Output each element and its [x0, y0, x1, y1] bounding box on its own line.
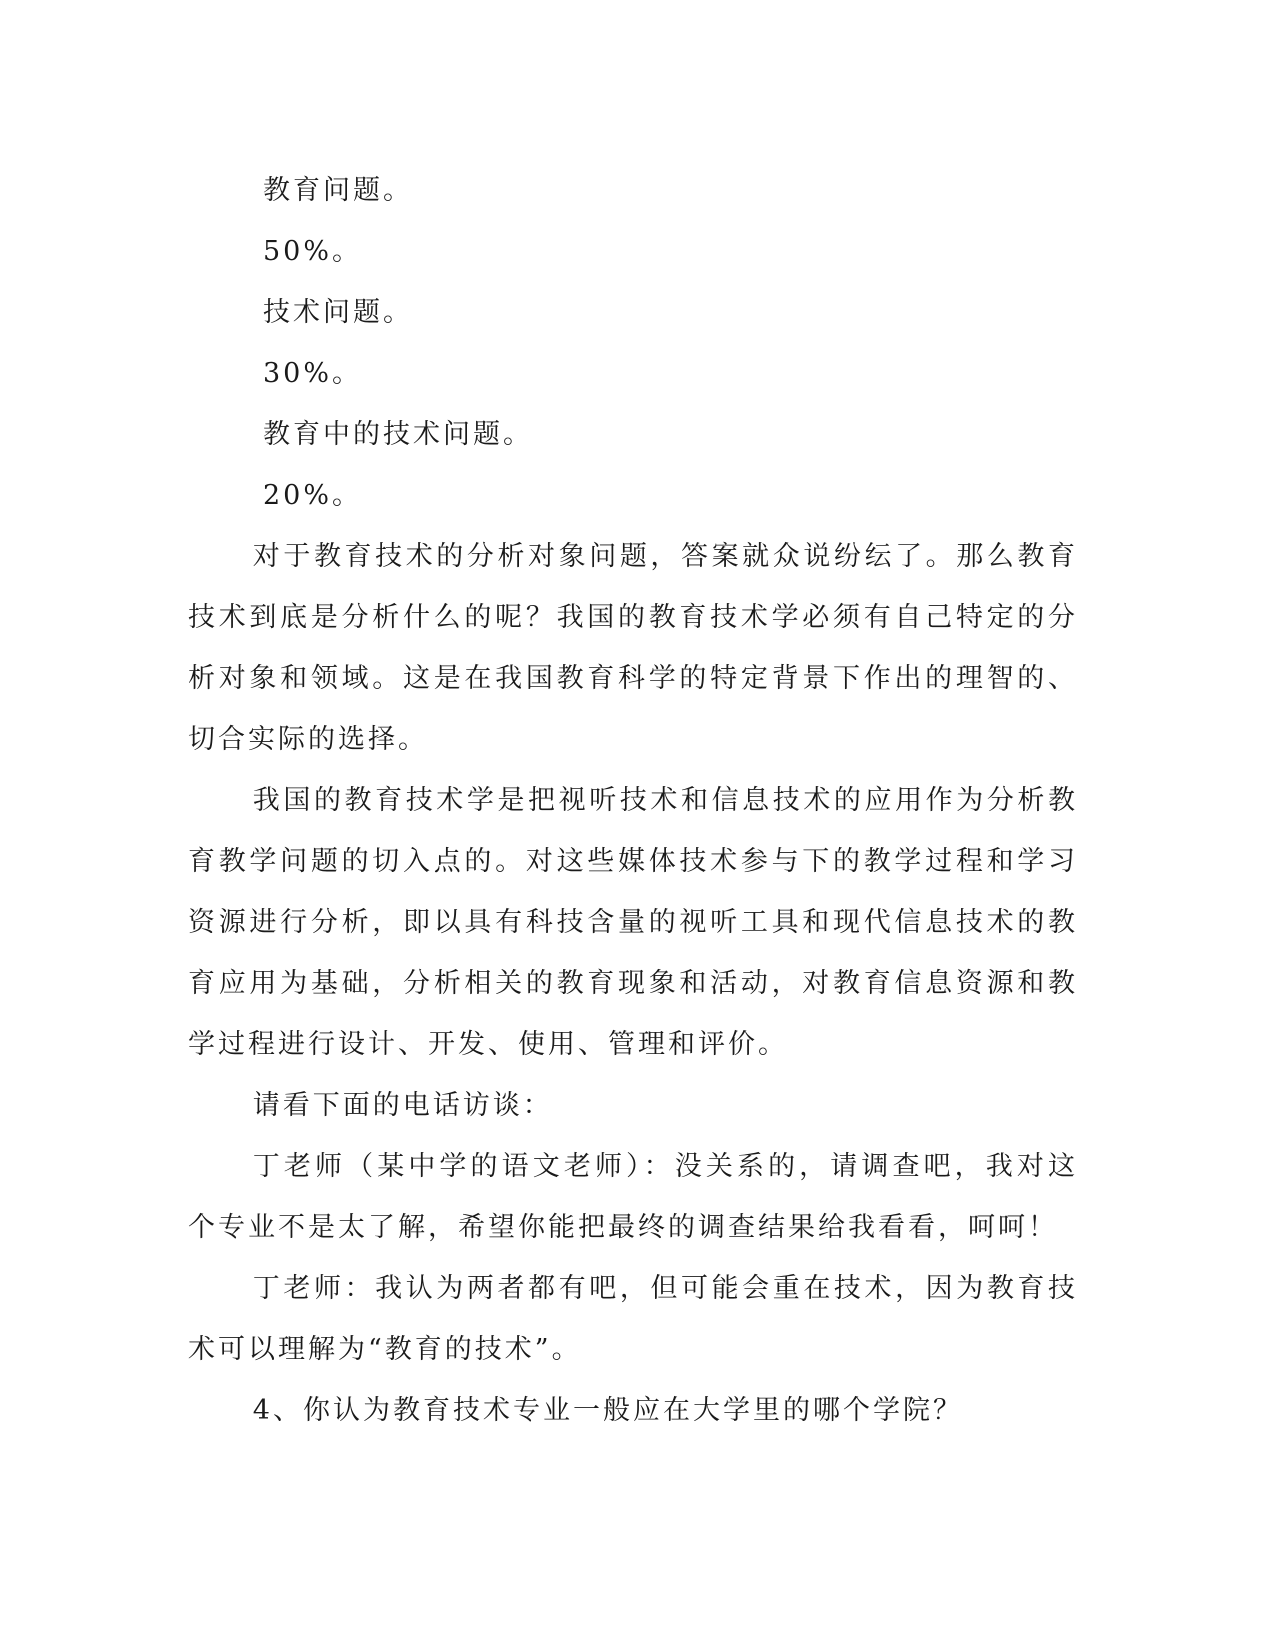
answer-percent-technology: 30%。 — [263, 358, 363, 389]
paragraph-research-object: 对于教育技术的分析对象问题，答案就众说纷纭了。那么教育技术到底是分析什么的呢？我国的教育技术学必须有自己特定的分析对象和领域。这是在我国教育科学的特定背景下作出的理智的、切合实际的选择。 — [188, 541, 1078, 755]
answer-option-tech-in-education: 教育中的技术问题。 — [263, 419, 533, 450]
answer-percent-education: 50%。 — [263, 236, 363, 267]
answer-percent-tech-in-education: 20%。 — [263, 480, 363, 511]
paragraph-chinese-edtech: 我国的教育技术学是把视听技术和信息技术的应用作为分析教育教学问题的切入点的。对这些媒体技术参与下的教学过程和学习资源进行分析，即以具有科技含量的视听工具和现代信息技术的教育应用为基础，分析相关的教育现象和活动，对教育信息资源和教学过程进行设计、开发、使用、管理和评价。 — [188, 785, 1078, 1060]
answer-option-technology: 技术问题。 — [263, 297, 413, 328]
paragraph-interview-answer-1: 丁老师（某中学的语文老师）：没关系的，请调查吧，我对这个专业不是太了解，希望你能把最终的调查结果给我看看，呵呵！ — [188, 1151, 1078, 1243]
document-body — [188, 160, 1078, 1441]
paragraph-interview-intro: 请看下面的电话访谈： — [252, 1090, 553, 1121]
answer-option-education: 教育问题。 — [263, 175, 413, 206]
question-4: 4、你认为教育技术专业一般应在大学里的哪个学院？ — [252, 1395, 963, 1426]
paragraph-interview-answer-2: 丁老师：我认为两者都有吧，但可能会重在技术，因为教育技术可以理解为“教育的技术”。 — [188, 1273, 1078, 1365]
